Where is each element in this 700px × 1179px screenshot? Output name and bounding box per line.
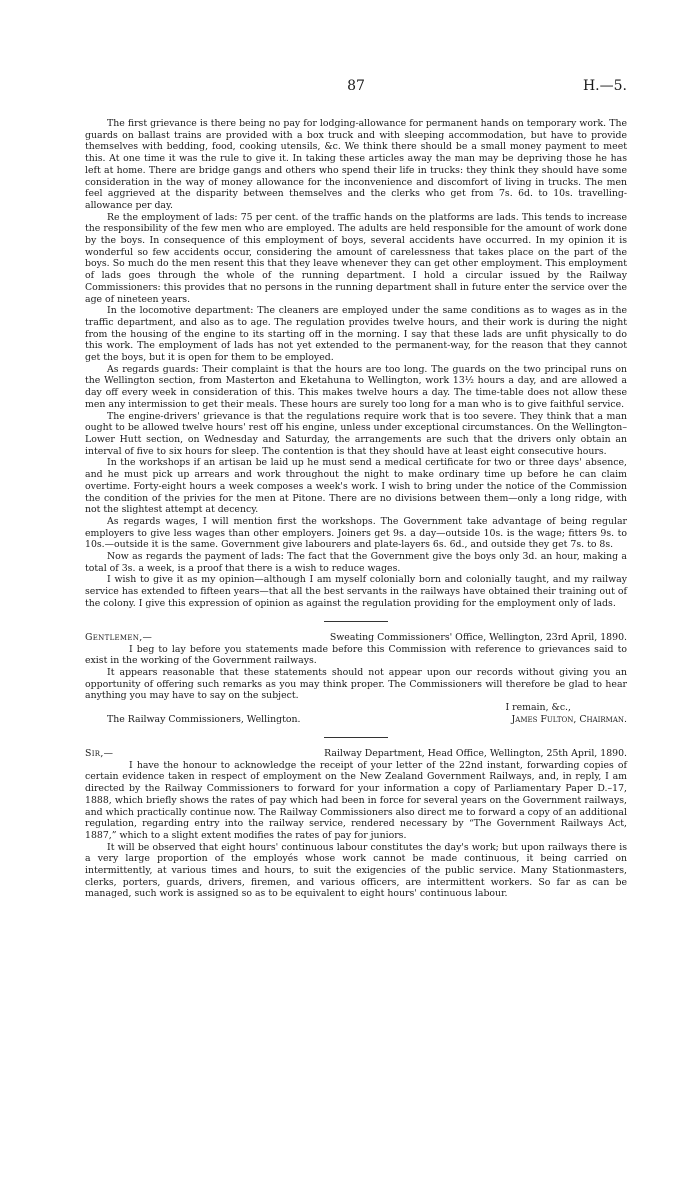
- letter-addressee: The Railway Commissioners, Wellington.: [107, 713, 301, 725]
- letter-heading: [85, 632, 627, 644]
- letter-origin: Railway Department, Head Office, Wellington, 25th April, 1890.: [324, 747, 627, 759]
- paragraph-workshops: In the workshops if an artisan be laid up he must send a medical certificate for two or three days' absence, and he must pick up arrears and work throughout the night to make ordinary time up before he can claim overtime. Forty-eight hours a week composes a week's work. I wish to bring under the notice of the Commission the condition of the privies for the men at Pitone. There are no divisions between them—only a long ridge, with not the slightest attempt at decency.: [85, 457, 627, 516]
- letter-salutation: Sir,—: [85, 747, 114, 759]
- paragraph-opinion: I wish to give it as my opinion—although I am myself colonially born and colonially taught, and my railway service has extended to fifteen years—that all the best servants in the railways have obtained their training out of the colony. I give this expression of opinion as against the regulation providing for the employment only of lads.: [85, 574, 627, 609]
- letter-heading: [85, 748, 627, 760]
- page-number: 87: [347, 78, 365, 94]
- paragraph-lodging-allowance: The first grievance is there being no pay for lodging-allowance for permanent hands on temporary work. The guards on ballast trains are provided with a box truck and with sleeping accommodation, but have to provide themselves with bedding, food, cooking utensils, &c. We think there should be a small money payment to meet this. At one time it was the rule to give it. In taking these articles away the man may be depriving those he has left at home. There are bridge gangs and others who spend their life in trucks: they think they should have some consideration in the way of money allowance for the inconvenience and discomfort of living in trucks. The men feel aggrieved at the disparity between themselves and the clerks who get from 7s. 6d. to 10s. travelling-allowance per day.: [85, 118, 627, 211]
- paragraph-locomotive-department: In the locomotive department: The cleaners are employed under the same conditions as to wages as in the traffic department, and also as to age. The regulation provides twelve hours, and their work is during the night from the housing of the engine to its starting off in the morning. I say that these lads are unfit physically to do this work. The employment of lads has not yet extended to the permanent-way, for the reason that they cannot get the boys, but it is open for them to be employed.: [85, 305, 627, 364]
- letter-sweating-commissioners: [85, 632, 627, 726]
- page-header: [85, 78, 627, 100]
- paragraph-wages: As regards wages, I will mention first the workshops. The Government take advantage of being regular employers to give less wages than other employers. Joiners get 9s. a day—outside 10s. is the wage; fitters 9s. to 10s.—outside it is the same. Government give labourers and plate-layers 6s. 6d., and outside they get 7s. to 8s.: [85, 515, 627, 551]
- letter-salutation: Gentlemen,—: [85, 631, 153, 643]
- letter-paragraph: I beg to lay before you statements made before this Commission with reference to grievances said to exist in the working of the Government railways.: [85, 643, 627, 667]
- document-reference: H.—5.: [582, 78, 627, 94]
- paragraph-guards: As regards guards: Their complaint is that the hours are too long. The guards on the two principal runs on the Wellington section, from Masterton and Eketahuna to Wellington, work 13½ hours a day, and are allowed a day off every week in consideration of this. This makes twelve hours a day. The time-table does not allow these men any intermission to get their meals. These hours are surely too long for a man who is to give faithful service.: [85, 363, 627, 410]
- document-page: [85, 78, 627, 900]
- paragraph-payment-of-lads: Now as regards the payment of lads: The fact that the Government give the boys only 3d. an hour, making a total of 3s. a week, is a proof that there is a wish to reduce wages.: [85, 551, 627, 574]
- section-divider: [324, 737, 388, 738]
- letter-closing: I remain, &c.,: [505, 702, 571, 714]
- letter-paragraph: It will be observed that eight hours' continuous labour constitutes the day's work; but upon railways there is a very large proportion of the employés whose work cannot be made continuous, it being carried on intermittently, at various times and hours, to suit the exigencies of the public service. Many Stationmasters, clerks, porters, guards, drivers, firemen, and various officers, are intermittent workers. So far as can be managed, such work is assigned so as to be equivalent to eight hours' continuous labour.: [85, 841, 627, 900]
- paragraph-engine-drivers: The engine-drivers' grievance is that the regulations require work that is too severe. They think that a man ought to be allowed twelve hours' rest off his engine, unless under exceptional circumstances. On the Wellington–Lower Hutt section, on Wednesday and Saturday, the arrangements are such that the drivers only obtain an interval of five to six hours for sleep. The contention is that they should have at least eight consecutive hours.: [85, 410, 627, 457]
- section-divider: [324, 621, 388, 622]
- paragraph-employment-of-lads: Re the employment of lads: 75 per cent. of the traffic hands on the platforms are lads. This tends to increase the responsibility of the few men who are employed. The adults are held responsible for the amount of work done by the boys. In consequence of this employment of boys, several accidents have occurred. In my opinion it is wonderful so few accidents occur, considering the amount of carelessness that takes place on the part of the boys. So much do the men resent this that they leave whenever they can get other employment. This employment of lads goes through the whole of the running department. I hold a circular issued by the Railway Commissioners: this provides that no persons in the running department shall in future enter the service over the age of nineteen years.: [85, 211, 627, 305]
- letter-signature: James Fulton, Chairman.: [511, 713, 627, 725]
- evidence-text: [85, 118, 627, 610]
- letter-railway-department: [85, 748, 627, 900]
- letter-signoff: [85, 714, 627, 726]
- letter-paragraph: It appears reasonable that these statements should not appear upon our records without giving you an opportunity of offering such remarks as you may think proper. The Commissioners will therefore be glad to hear anything you may have to say on the subject.: [85, 666, 627, 702]
- letter-paragraph: I have the honour to acknowledge the receipt of your letter of the 22nd instant, forwarding copies of certain evidence taken in respect of employment on the New Zealand Government Railways, and, in reply, I am directed by the Railway Commissioners to forward for your information a copy of Parliamentary Paper D.–17, 1888, which briefly shows the rates of pay which had been in force for several years on the Government railways, and which practically continue now. The Railway Commissioners also direct me to forward a copy of an additional regulation, regarding entry into the railway service, rendered necessary by “The Government Railways Act, 1887,” which to a slight extent modifies the rates of pay for juniors.: [85, 759, 627, 841]
- letter-origin: Sweating Commissioners' Office, Wellington, 23rd April, 1890.: [329, 631, 627, 643]
